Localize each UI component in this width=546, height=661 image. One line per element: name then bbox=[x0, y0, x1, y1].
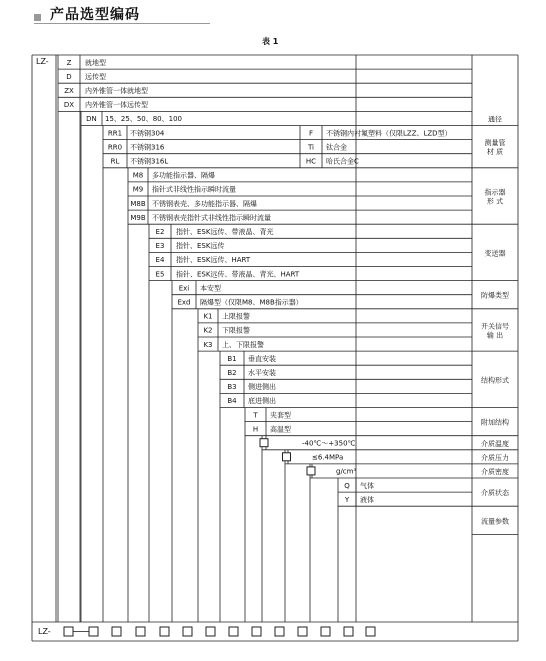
option-code: Q bbox=[344, 481, 350, 490]
code-box[interactable] bbox=[112, 627, 121, 636]
option-desc: 气体 bbox=[360, 481, 374, 490]
option-desc: 15、25、50、80、100 bbox=[105, 115, 182, 124]
option-code: E2 bbox=[155, 228, 165, 236]
right-label: 测量管 bbox=[484, 139, 506, 148]
option-code: F bbox=[308, 129, 314, 138]
option-desc: -40℃～+350℃ bbox=[302, 439, 356, 448]
option-code: HC bbox=[305, 157, 317, 166]
option-desc: 不锈钢316 bbox=[130, 143, 165, 152]
option-desc: 不锈钢表壳、多功能指示器、隔爆 bbox=[152, 199, 257, 208]
option-desc: 指针、ESK远传 bbox=[176, 242, 225, 251]
option-desc: 隔爆型（仅限M8、M8B指示器） bbox=[200, 298, 303, 307]
option-code: M8 bbox=[132, 171, 144, 180]
option-desc: 内外锥管一体就地型 bbox=[85, 87, 148, 95]
code-box[interactable] bbox=[366, 627, 375, 636]
option-desc: 水平安装 bbox=[248, 369, 276, 377]
option-desc: 指针、ESK远传、带液晶、背光、HART bbox=[176, 270, 300, 279]
right-label: 开关信号 bbox=[481, 322, 509, 331]
option-desc: 钛合金 bbox=[326, 143, 347, 152]
option-desc: 远传型 bbox=[85, 72, 106, 81]
option-code: D bbox=[66, 72, 72, 81]
code-box[interactable] bbox=[160, 627, 169, 636]
right-label: 结构形式 bbox=[481, 376, 509, 385]
option-desc: 哈氏合金C bbox=[326, 157, 359, 166]
right-label: 指示器 bbox=[484, 188, 506, 197]
option-desc: 底进侧出 bbox=[248, 397, 276, 406]
option-desc: 多功能指示器、隔爆 bbox=[152, 171, 215, 180]
right-label: 形 式 bbox=[486, 197, 504, 206]
option-code: Exi bbox=[178, 284, 190, 293]
right-label: 介质密度 bbox=[481, 467, 509, 476]
option-code: RR0 bbox=[107, 143, 123, 152]
option-desc: ≤6.4MPa bbox=[312, 453, 344, 462]
code-box[interactable] bbox=[344, 627, 353, 636]
code-box[interactable] bbox=[252, 627, 261, 636]
option-code: Ti bbox=[307, 143, 315, 152]
option-desc: 液体 bbox=[360, 495, 374, 504]
code-box[interactable] bbox=[206, 627, 215, 636]
right-label: 材 质 bbox=[486, 148, 504, 157]
code-box[interactable] bbox=[298, 627, 307, 636]
option-desc: 不锈钢316L bbox=[130, 157, 169, 166]
code-box[interactable] bbox=[183, 627, 192, 636]
option-code: ZX bbox=[64, 87, 74, 95]
option-code: DN bbox=[86, 115, 97, 124]
option-desc: 不锈钢表壳指针式非线性指示瞬时流量 bbox=[152, 213, 271, 222]
option-desc: 指针、ESK远传、带液晶、背光 bbox=[176, 228, 274, 236]
option-code: B3 bbox=[227, 383, 237, 392]
option-desc: 内外锥管一体远传型 bbox=[85, 101, 148, 110]
code-box[interactable] bbox=[229, 627, 238, 636]
option-code: E3 bbox=[155, 242, 165, 251]
option-code: M8B bbox=[130, 199, 146, 208]
option-desc: 指针式非线性指示瞬时流量 bbox=[152, 185, 236, 194]
option-desc: 上限报警 bbox=[222, 312, 250, 321]
option-code: K3 bbox=[203, 340, 213, 349]
page-title: 产品选型编码 bbox=[50, 7, 140, 23]
right-label: 输 出 bbox=[486, 331, 504, 340]
option-desc: g/cm³ bbox=[336, 467, 357, 476]
option-code: DX bbox=[63, 101, 75, 110]
option-code: M9B bbox=[130, 213, 146, 222]
bottom-prefix: LZ- bbox=[38, 627, 51, 636]
option-desc: 指针、ESK远传、HART bbox=[176, 256, 251, 265]
option-code: Y bbox=[344, 495, 350, 504]
right-label: 防爆类型 bbox=[481, 291, 509, 300]
table-label: 表 1 bbox=[262, 37, 279, 46]
option-code: H bbox=[252, 425, 259, 434]
right-label: 介质压力 bbox=[481, 453, 509, 462]
option-code: Exd bbox=[177, 298, 191, 307]
right-label: 附加结构 bbox=[481, 418, 509, 427]
right-label: 流量参数 bbox=[481, 517, 509, 526]
right-label: 变送器 bbox=[484, 249, 506, 258]
option-code: T bbox=[253, 411, 258, 420]
option-desc: 就地型 bbox=[85, 58, 106, 67]
option-desc: 不锈钢内衬氟塑料（仅限LZZ、LZD型） bbox=[326, 129, 452, 138]
input-box bbox=[307, 467, 315, 475]
code-box[interactable] bbox=[64, 627, 73, 636]
option-desc: 上、下限报警 bbox=[222, 340, 264, 349]
right-label: 介质状态 bbox=[481, 489, 509, 498]
option-desc: 夹套型 bbox=[270, 411, 291, 420]
option-code: B1 bbox=[227, 354, 237, 363]
option-code: B2 bbox=[227, 369, 237, 377]
code-box[interactable] bbox=[321, 627, 330, 636]
option-desc: 侧进侧出 bbox=[248, 383, 276, 392]
option-code: K2 bbox=[203, 326, 213, 335]
option-desc: 垂直安装 bbox=[248, 354, 276, 363]
option-desc: 高温型 bbox=[270, 425, 291, 434]
option-code: RR1 bbox=[107, 129, 123, 138]
code-box[interactable] bbox=[89, 627, 98, 636]
option-code: K1 bbox=[203, 312, 213, 321]
option-desc: 不锈钢304 bbox=[130, 129, 165, 138]
option-code: M9 bbox=[132, 185, 144, 194]
option-code: Z bbox=[66, 58, 72, 67]
right-label: 通径 bbox=[488, 115, 502, 124]
option-code: RL bbox=[110, 157, 120, 166]
option-code: E5 bbox=[155, 270, 165, 279]
option-desc: 下限报警 bbox=[222, 326, 250, 335]
code-box[interactable] bbox=[136, 627, 145, 636]
prefix-label: LZ- bbox=[36, 57, 49, 66]
option-code: B4 bbox=[227, 397, 237, 406]
code-box[interactable] bbox=[275, 627, 284, 636]
input-box bbox=[260, 439, 268, 447]
option-desc: 本安型 bbox=[200, 284, 221, 293]
input-box bbox=[283, 453, 291, 461]
option-code: E4 bbox=[155, 256, 165, 265]
right-label: 介质温度 bbox=[481, 439, 509, 448]
